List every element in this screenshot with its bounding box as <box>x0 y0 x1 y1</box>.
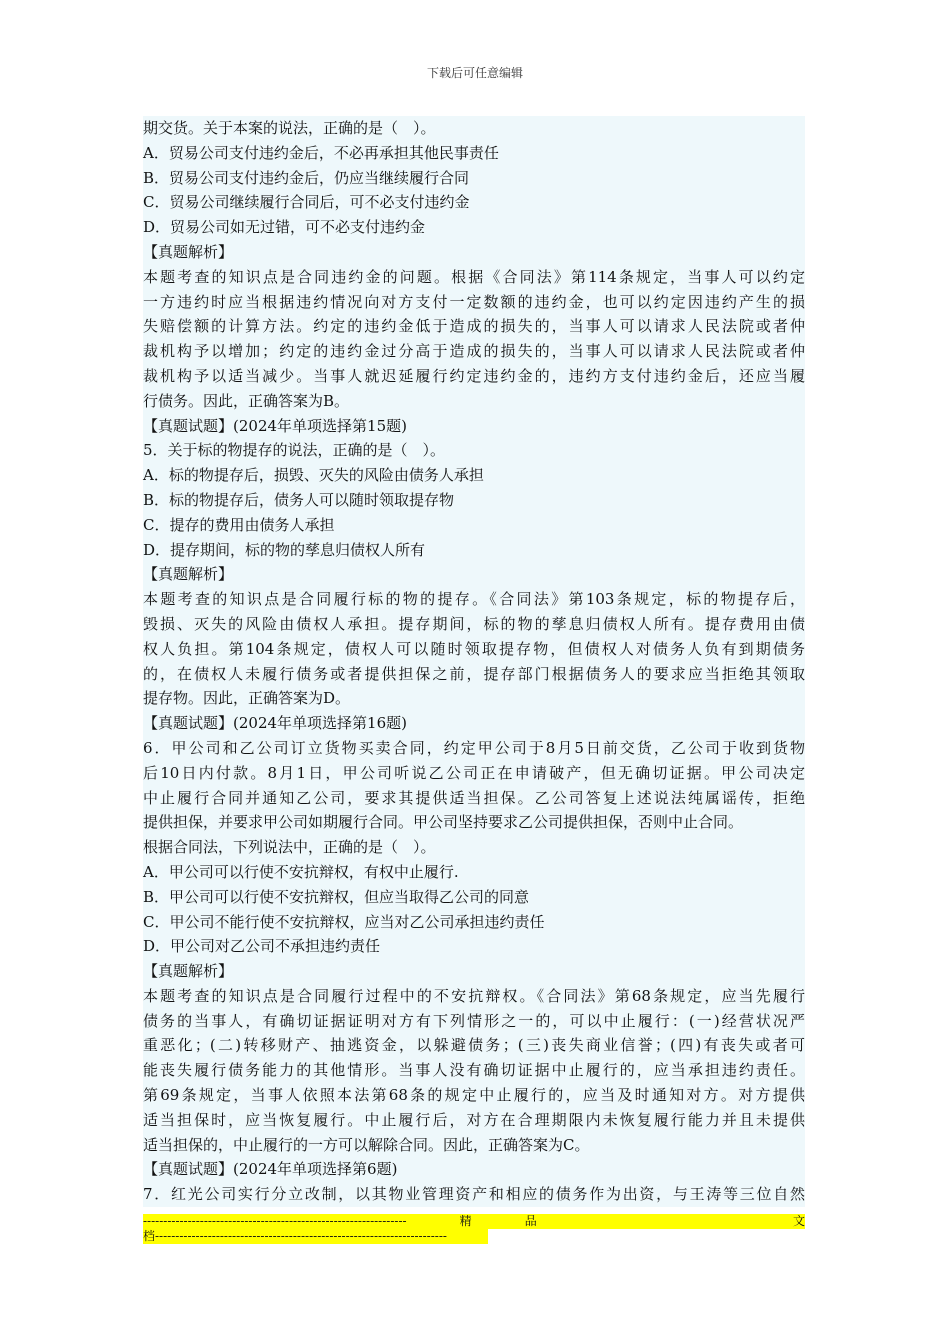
text-line: C．甲公司不能行使不安抗辩权，应当对乙公司承担违约责任 <box>143 912 545 931</box>
section-heading: 【真题试题】(2024年单项选择第6题) <box>143 1160 398 1179</box>
text-line: 本题考查的知识点是合同履行过程中的不安抗辩权。《合同法》第68条规定，应当先履行 <box>143 986 805 1005</box>
footer-word-3: 文 <box>792 1214 805 1228</box>
footer-word-1: 精 <box>459 1214 472 1228</box>
text-line: 权人负担。第104条规定，债权人可以随时领取提存物，但债权人对债务人负有到期债务 <box>143 639 805 658</box>
document-body <box>143 116 805 1207</box>
text-line: B．标的物提存后，债务人可以随时领取提存物 <box>143 490 455 509</box>
text-line: 裁机构予以增加；约定的违约金过分高于造成的损失的，当事人可以请求人民法院或者仲 <box>143 342 805 361</box>
text-line: D．提存期间，标的物的孳息归债权人所有 <box>143 540 426 559</box>
text-line: 的，在债权人未履行债务或者提供担保之前，提存部门根据债务人的要求应当拒绝其领取 <box>143 664 805 683</box>
section-heading: 【真题解析】 <box>143 242 234 261</box>
text-line: 毁损、灭失的风险由债权人承担。提存期间，标的物的孳息归债权人所有。提存费用由债 <box>143 614 805 633</box>
text-line: C．提存的费用由债务人承担 <box>143 515 335 534</box>
text-line: 债务的当事人，有确切证据证明对方有下列情形之一的，可以中止履行：(一)经营状况严 <box>143 1011 805 1030</box>
text-line: 行债务。因此，正确答案为B。 <box>143 391 350 410</box>
footer-row-2: 档------------------------------------------------------------------------ <box>143 1229 488 1244</box>
text-line: D．贸易公司如无过错，可不必支付违约金 <box>143 218 426 237</box>
text-line: 7．红光公司实行分立改制，以其物业管理资产和相应的债务作为出资，与王涛等三位自然 <box>143 1185 805 1204</box>
text-line: 裁机构予以适当减少。当事人就迟延履行约定违约金的，违约方支付违约金后，还应当履 <box>143 366 805 385</box>
text-line: A．甲公司可以行使不安抗辩权，有权中止履行. <box>143 862 459 881</box>
text-line: C．贸易公司继续履行合同后，可不必支付违约金 <box>143 193 470 212</box>
text-line: A．贸易公司支付违约金后，不必再承担其他民事责任 <box>143 143 499 162</box>
text-line: 5．关于标的物提存的说法，正确的是（ ）。 <box>143 441 446 460</box>
text-line: 提供担保，并要求甲公司如期履行合同。甲公司坚持要求乙公司提供担保，否则中止合同。 <box>143 813 744 832</box>
text-line: 本题考查的知识点是合同履行标的物的提存。《合同法》第103条规定，标的物提存后， <box>143 590 805 609</box>
section-heading: 【真题解析】 <box>143 565 234 584</box>
section-heading: 【真题试题】(2024年单项选择第16题) <box>143 714 407 733</box>
text-line: B．贸易公司支付违约金后，仍应当继续履行合同 <box>143 168 470 187</box>
page-header: 下载后可任意编辑 <box>426 66 523 80</box>
text-line: 提存物。因此，正确答案为D。 <box>143 689 351 708</box>
text-line: 重恶化；(二)转移财产、抽逃资金，以躲避债务；(三)丧失商业信誉；(四)有丧失或者可 <box>143 1036 805 1055</box>
text-line: D．甲公司对乙公司不承担违约责任 <box>143 937 381 956</box>
text-line: 失赔偿额的计算方法。约定的违约金低于造成的损失的，当事人可以请求人民法院或者仲 <box>143 317 805 336</box>
text-line: B．甲公司可以行使不安抗辩权，但应当取得乙公司的同意 <box>143 887 530 906</box>
text-line: 后10日内付款。8月1日，甲公司听说乙公司正在申请破产，但无确切证据。甲公司决定 <box>143 763 805 782</box>
text-line: 适当担保的，中止履行的一方可以解除合同。因此，正确答案为C。 <box>143 1135 590 1154</box>
section-heading: 【真题解析】 <box>143 962 234 981</box>
text-line: 适当担保时，应当恢复履行。中止履行后，对方在合理期限内未恢复履行能力并且未提供 <box>143 1110 805 1129</box>
text-line: 一方违约时应当根据违约情况向对方支付一定数额的违约金，也可以约定因违约产生的损 <box>143 292 805 311</box>
text-line: 期交货。关于本案的说法，正确的是（ ）。 <box>143 119 436 137</box>
text-line: 能丧失履行债务能力的其他情形。当事人没有确切证据中止履行的，应当承担违约责任。 <box>143 1061 805 1080</box>
footer-word-2: 品 <box>524 1214 537 1228</box>
text-line: 6．甲公司和乙公司订立货物买卖合同，约定甲公司于8月5日前交货，乙公司于收到货物 <box>143 738 805 757</box>
footer-banner <box>143 1214 805 1248</box>
text-line: 中止履行合同并通知乙公司，要求其提供适当担保。乙公司答复上述说法纯属谣传，拒绝 <box>143 788 805 807</box>
section-heading: 【真题试题】(2024年单项选择第15题) <box>143 416 407 435</box>
text-line: 第69条规定，当事人依照本法第68条的规定中止履行的，应当及时通知对方。对方提供 <box>143 1086 805 1105</box>
footer-dashes: ----------------------------------------------------------------- <box>143 1214 407 1228</box>
text-line: A．标的物提存后，损毁、灭失的风险由债务人承担 <box>143 466 484 485</box>
footer-row-1 <box>143 1214 805 1229</box>
text-line: 根据合同法，下列说法中，正确的是（ ）。 <box>143 838 436 857</box>
text-line: 本题考查的知识点是合同违约金的问题。根据《合同法》第114条规定，当事人可以约定 <box>143 267 805 286</box>
